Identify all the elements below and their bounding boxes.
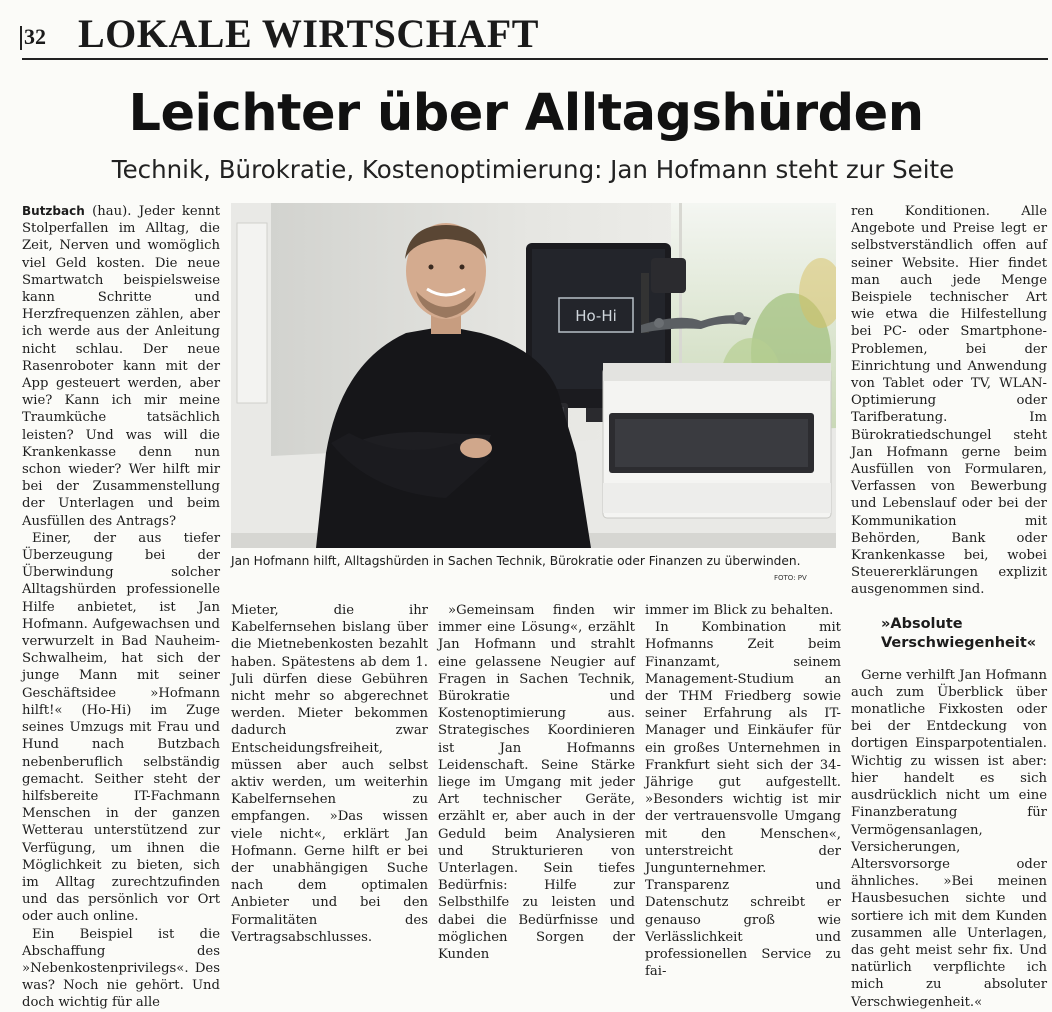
article-paragraph: Einer, der aus tiefer Überzeugung bei der Überwindung solcher Alltagshürden professionelle Hilfe anbietet, ist Jan Hofmann. Aufgewachsen und verwurzelt in Bad Nauheim-Schwalheim, hat sich der junge Mann mit seiner Geschäftsidee »Hofmann hilft!« (Ho-Hi) im Zuge seines Umzugs mit Frau und Hund nach Butzbach nebenberuflich selbständig gemacht. Seither steht der hilfsbereite IT-Fachmann Menschen in der ganzen Wetterau unterstützend zur Verfügung, um ihnen die Möglichkeit zu bieten, sich im Alltag zurechtzufinden und das persönlich vor Ort oder auch online. <box>22 530 220 925</box>
article-subhead: »Absolute Verschwiegenheit« <box>881 615 1037 651</box>
section-title: LOKALE WIRTSCHAFT <box>78 11 539 56</box>
article-paragraph: immer im Blick zu behalten. <box>645 603 834 618</box>
article-paragraph: Gerne verhilft Jan Hofmann auch zum Überblick über monatliche Fixkosten oder bei der Entdeckung von dortigen Einsparpotentialen. Wichtig zu wissen ist aber: hier handelt es sich ausdrücklich nicht um eine Finanzberatung für Vermögensanlagen, Versicherungen, Altersvorsorge oder ähnliches. »Bei meinen Hausbesuchen sichte und sortiere ich mit dem Kunden zusammen alle Unterlagen, das geht meist sehr fix. Und natürlich verpflichte ich mich zu absoluter Verschwiegenheit.« <box>851 667 1047 1010</box>
article-paragraph: Mieter, die ihr Kabelfernsehen bislang über die Mietnebenkosten bezahlt haben. Spätestens ab dem 1. Juli dürfen diese Gebühren nicht mehr so abgerechnet werden. Mieter bekommen dadurch zwar Entscheidungsfreiheit, müssen aber auch selbst aktiv werden, um weiterhin Kabelfernsehen zu empfangen. »Das wissen viele nicht«, erklärt Jan Hofmann. Gerne hilft er bei der unabhängigen Suche nach dem optimalen Anbieter und bei den Formalitäten des Vertragsabschlusses. <box>231 603 428 945</box>
page-header <box>22 10 1048 60</box>
article-paragraph: ren Konditionen. Alle Angebote und Preise legt er selbstverständlich offen auf seiner Website. Hier findet man auch jede Menge Beispiele technischer Art wie etwa die Hilfestellung bei PC- oder Smartphone-Problemen, bei der Einrichtung und Anwendung von Tablet oder TV, WLAN-Optimierung oder Tarifberatung. Im Bürokratiedschungel steht Jan Hofmann gerne beim Ausfüllen von Formularen, Verfassen von Bewerbung und Lebenslauf oder bei der Kommunikation mit Behörden, Bank oder Krankenkasse bei, wobei Steuererklärungen explizit ausgenommen sind. <box>851 204 1047 598</box>
article-column-2 <box>231 602 428 946</box>
photo-caption: Jan Hofmann hilft, Alltagshürden in Sachen Technik, Bürokratie oder Finanzen zu überwinden. <box>231 554 801 568</box>
article-subline: Technik, Bürokratie, Kostenoptimierung: Jan Hofmann steht zur Seite <box>111 155 955 184</box>
article-column-4 <box>645 602 841 980</box>
article-paragraph: In Kombination mit Hofmanns Zeit beim Finanzamt, seinem Management-Studium an der THM Friedberg sowie seiner Erfahrung als IT-Manager und Einkäufer für ein großes Unternehmen in Frankfurt sieht sich der 34-Jährige gut aufgestellt. »Besonders wichtig ist mir der vertrauensvolle Umgang mit den Menschen«, unterstreicht der Jungunternehmer. Transparenz und Datenschutz schreibt er genauso groß wie Verlässlichkeit und professionellen Service zu fai- <box>645 620 841 980</box>
dateline: Butzbach <box>22 204 85 218</box>
article-paragraph: Butzbach (hau). Jeder kennt Stolperfallen im Alltag, die Zeit, Nerven und womöglich viel Geld kosten. Die neue Smartwatch beispielsweise kann Schritte und Herzfrequenzen zählen, aber ich werde aus der Anleitung nicht schlau. Der neue Rasenroboter kann mit der App gesteuert werden, aber wie? Kann ich mir meine Traumküche tatsächlich leisten? Und was will die Krankenkasse denn nun schon wieder? Wer hilft mir bei der Zusammenstellung der Unterlagen und beim Ausfüllen des Antrags? <box>22 204 220 529</box>
article-photo <box>231 203 836 548</box>
article-paragraph: Ein Beispiel ist die Abschaffung des »Nebenkostenprivilegs«. Des was? Noch nie gehört. Und doch wichtig für alle <box>22 926 220 1011</box>
article-paragraph: »Gemeinsam finden wir immer eine Lösung«, erzählt Jan Hofmann und strahlt eine gelassene Neugier auf Fragen in Sachen Technik, Bürokratie und Kostenoptimierung aus. Strategisches Koordinieren ist Jan Hofmanns Leidenschaft. Seine Stärke liege im Umgang mit jeder Art technischer Geräte, erzählt er, aber auch in der Geduld beim Analysieren und Strukturieren von Unterlagen. Sein tiefes Bedürfnis: Hilfe zur Selbsthilfe zu leisten und dabei die Bedürfnisse und möglichen Sorgen der Kunden <box>438 603 635 963</box>
photo-credit: FOTO: PV <box>774 574 807 582</box>
article-headline: Leichter über Alltagshürden <box>128 84 924 143</box>
page-number: 32 <box>24 24 46 49</box>
article-column-3 <box>438 602 635 963</box>
article-column-5 <box>851 203 1047 1011</box>
monitor-logo: Ho-Hi <box>575 307 617 325</box>
article-column-1 <box>22 203 220 1012</box>
